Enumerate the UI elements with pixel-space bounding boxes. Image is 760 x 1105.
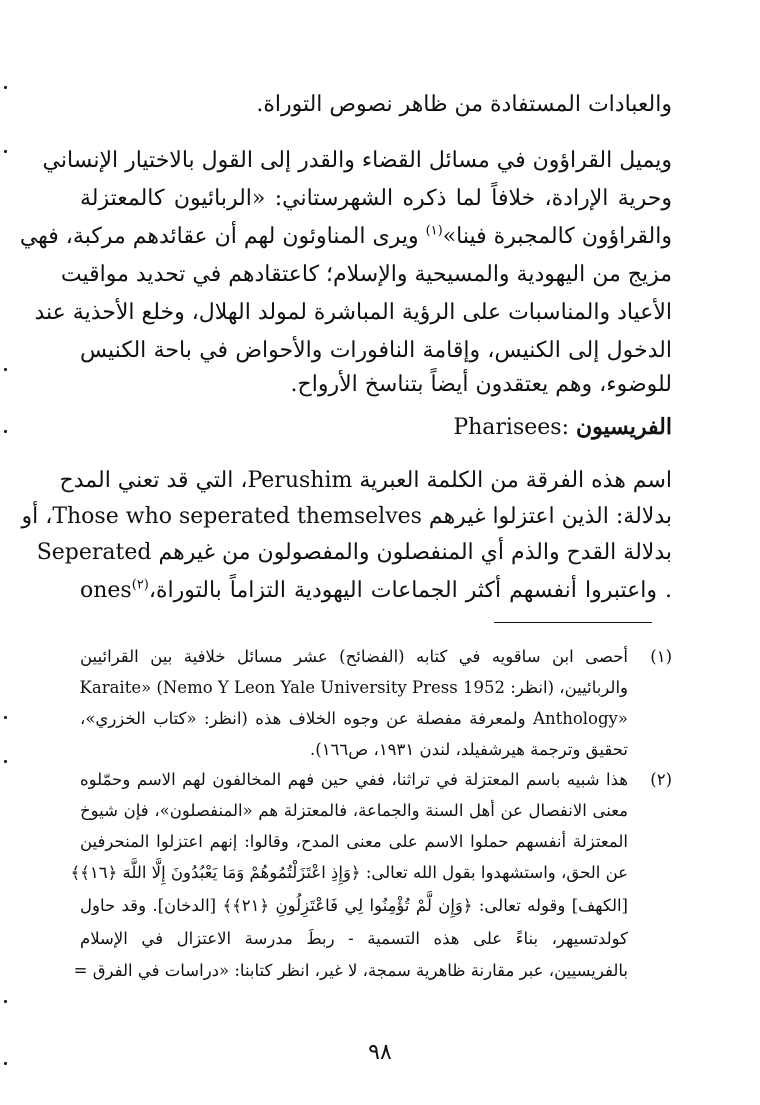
body-text: . واعتبروا أنفسهم أكثر الجماعات اليهودية التزاماً بالتوراة، bbox=[148, 578, 672, 603]
body-line: وحرية الإرادة، خلافاً لما ذكره الشهرستاني: «الربائيون كالمعتزلة bbox=[80, 186, 672, 211]
footnote-line: المعتزلة أنفسهم حملوا الاسم على معنى المدح، وقالوا: إنهم اعتزلوا المنحرفين bbox=[80, 832, 628, 851]
scan-mark bbox=[4, 150, 7, 153]
section-heading bbox=[80, 408, 672, 446]
footnote-line: [الكهف] وقوله تعالى: ﴿وَإِن لَّمْ تُؤْمِنُوا لِي فَاعْتَزِلُونِ ﴿٢١﴾﴾ [الدخان]. وقد حاول bbox=[80, 896, 628, 915]
body-line: بدلالة القدح والذم أي المنفصلون والمفصولون من غيرهم Seperated bbox=[36, 540, 672, 565]
body-line: للوضوء، وهم يعتقدون أيضاً بتناسخ الأرواح. bbox=[290, 372, 672, 397]
body-line: ويميل القراؤون في مسائل القضاء والقدر إلى القول بالاختيار الإنساني bbox=[42, 148, 672, 173]
footnote-line: أحصى ابن ساقويه في كتابه (الفضائح) عشر مسائل خلافية بين القرائيين bbox=[80, 647, 628, 666]
body-line: الدخول إلى الكنيس، وإقامة النافورات والأحواض في باحة الكنيس bbox=[80, 338, 672, 363]
footnote-line: والربائيين، (انظر: Karaite» (Nemo Y Leon Yale University Press 1952 bbox=[79, 678, 628, 697]
body-line bbox=[19, 218, 672, 256]
body-line: والعبادات المستفادة من ظاهر نصوص التوراة. bbox=[256, 92, 672, 117]
scan-mark bbox=[4, 430, 7, 433]
footnote-separator bbox=[494, 622, 652, 623]
footnote-ref-2[interactable]: (٢) bbox=[131, 577, 149, 593]
footnote-line: هذا شبيه باسم المعتزلة في تراثنا، ففي حين فهم المخالفون لهم الاسم وحمّلوه bbox=[80, 770, 628, 789]
body-text: والقراؤون كالمجبرة فينا» bbox=[442, 224, 672, 249]
scan-mark bbox=[4, 1000, 7, 1003]
footnote-ref-1[interactable]: (١) bbox=[425, 223, 443, 239]
body-line: اسم هذه الفرقة من الكلمة العبرية Perushim، التي قد تعني المدح bbox=[59, 468, 672, 493]
footnote-line: تحقيق وترجمة هيرشفيلد، لندن ١٩٣١، ص١٦٦). bbox=[310, 740, 628, 759]
scan-mark bbox=[4, 716, 7, 719]
body-text: ones bbox=[80, 578, 132, 603]
footnote-line: «Anthology ولمعرفة مفصلة عن وجوه الخلاف هذه (انظر: «كتاب الخزري»، bbox=[80, 709, 628, 728]
scan-mark bbox=[4, 86, 7, 89]
heading-latin: :Pharisees bbox=[453, 415, 569, 440]
footnote-line: معنى الانفصال عن أهل السنة والجماعة، فالمعتزلة هم «المنفصلون»، فإن شيوخ bbox=[80, 801, 628, 820]
body-text: ويرى المناوئون لهم أن عقائدهم مركبة، فهي bbox=[19, 224, 426, 249]
footnote-number-2: (٢) bbox=[650, 770, 672, 789]
body-line: مزيج من اليهودية والمسيحية والإسلام؛ كاعتقادهم في تحديد مواقيت bbox=[60, 262, 672, 287]
heading-arabic: الفريسيون bbox=[576, 414, 672, 440]
footnote-line: عن الحق، واستشهدوا بقول الله تعالى: ﴿وَإِذِ اعْتَزَلْتُمُوهُمْ وَمَا يَعْبُدُونَ إِلَّا اللَّهَ ﴿١٦﴾﴾ bbox=[70, 863, 628, 882]
footnote-line: كولدتسيهر، بناءً على هذه التسمية - ربطَ مدرسة الاعتزال في الإسلام bbox=[80, 929, 628, 948]
scan-mark bbox=[4, 760, 7, 763]
page-number: ٩٨ bbox=[368, 1040, 392, 1065]
body-line: الأعياد والمناسبات على الرؤية المباشرة لمولد الهلال، وخلع الأحذية عند bbox=[34, 300, 672, 325]
footnote-number-1: (١) bbox=[650, 647, 672, 666]
footnote-line: بالفريسيين، عبر مقارنة ظاهرية سمجة، لا غير، انظر كتابنا: «دراسات في الفرق = bbox=[73, 961, 628, 980]
body-line: بدلالة: الذين اعتزلوا غيرهم Those who seperated themselves، أو bbox=[21, 504, 672, 529]
scan-mark bbox=[4, 368, 7, 371]
body-line bbox=[80, 572, 672, 610]
